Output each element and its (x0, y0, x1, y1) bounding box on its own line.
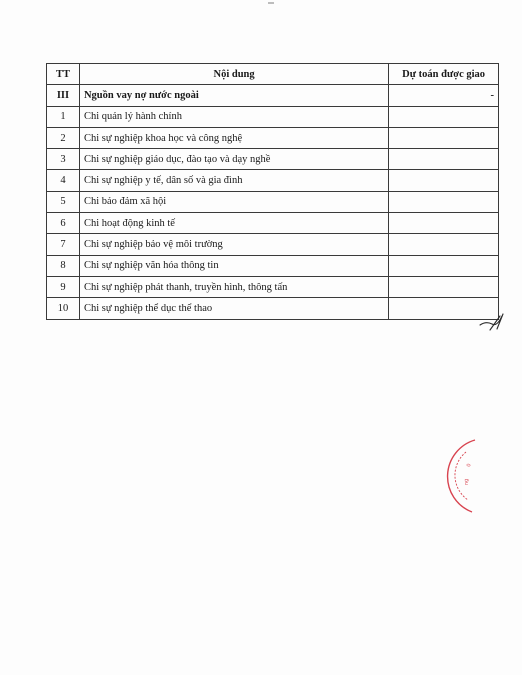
row-budget (389, 149, 499, 170)
row-content: Chi sự nghiệp văn hóa thông tin (79, 255, 388, 276)
row-budget (389, 170, 499, 191)
row-content: Chi sự nghiệp giáo dục, đào tạo và dạy nghề (79, 149, 388, 170)
header-budget: Dự toán được giao (389, 64, 499, 85)
table-body (47, 85, 499, 319)
row-number: 3 (47, 149, 80, 170)
row-content: Chi sự nghiệp khoa học và công nghệ (79, 127, 388, 148)
svg-text:ng: ng (463, 478, 470, 486)
table-row (47, 213, 499, 234)
svg-text:0: 0 (466, 463, 473, 468)
row-budget (389, 213, 499, 234)
row-budget: - (389, 85, 499, 106)
table-row (47, 106, 499, 127)
row-budget (389, 106, 499, 127)
row-number: 2 (47, 127, 80, 148)
table-row (47, 276, 499, 297)
row-number: 7 (47, 234, 80, 255)
header-tt: TT (47, 64, 80, 85)
header-content: Nội dung (79, 64, 388, 85)
row-number: 8 (47, 255, 80, 276)
row-budget (389, 298, 499, 319)
table-row (47, 170, 499, 191)
row-number: III (47, 85, 80, 106)
row-content: Nguồn vay nợ nước ngoài (79, 85, 388, 106)
row-number: 6 (47, 213, 80, 234)
row-budget (389, 276, 499, 297)
table-row (47, 255, 499, 276)
row-number: 9 (47, 276, 80, 297)
row-budget (389, 255, 499, 276)
row-content: Chi sự nghiệp thể dục thể thao (79, 298, 388, 319)
row-number: 4 (47, 170, 80, 191)
row-number: 1 (47, 106, 80, 127)
table-row (47, 149, 499, 170)
row-content: Chi hoạt động kinh tế (79, 213, 388, 234)
table-header-row (47, 64, 499, 85)
row-budget (389, 234, 499, 255)
row-content: Chi sự nghiệp bảo vệ môi trường (79, 234, 388, 255)
budget-table (46, 63, 499, 320)
table-row (47, 234, 499, 255)
table-row (47, 127, 499, 148)
row-number: 10 (47, 298, 80, 319)
row-number: 5 (47, 191, 80, 212)
table-row (47, 191, 499, 212)
row-budget (389, 191, 499, 212)
table-row (47, 85, 499, 106)
row-content: Chi sự nghiệp phát thanh, truyền hình, thông tấn (79, 276, 388, 297)
scan-speck (268, 2, 274, 4)
row-content: Chi quản lý hành chính (79, 106, 388, 127)
row-content: Chi bảo đảm xã hội (79, 191, 388, 212)
row-budget (389, 127, 499, 148)
table-row (47, 298, 499, 319)
row-content: Chi sự nghiệp y tế, dân số và gia đình (79, 170, 388, 191)
